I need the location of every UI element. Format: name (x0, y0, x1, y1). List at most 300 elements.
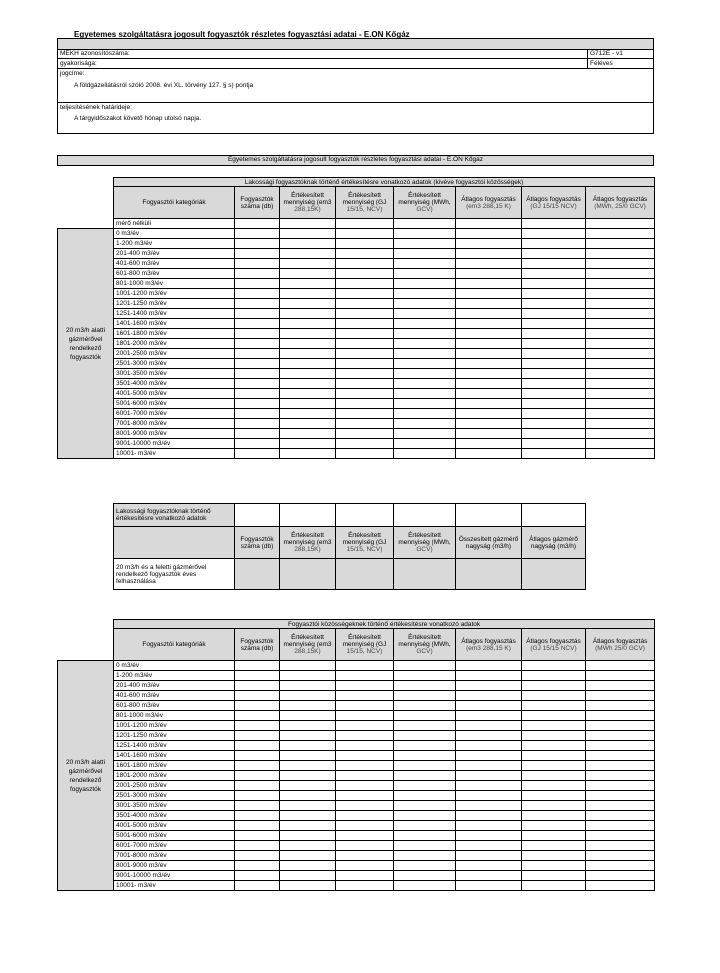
data-cell[interactable] (280, 741, 336, 751)
data-cell[interactable] (522, 379, 586, 389)
data-cell[interactable] (586, 399, 655, 409)
data-cell[interactable] (235, 771, 280, 781)
data-cell[interactable] (456, 449, 522, 459)
data-cell[interactable] (456, 309, 522, 319)
data-cell[interactable] (456, 319, 522, 329)
data-cell[interactable] (456, 399, 522, 409)
data-cell[interactable] (235, 379, 280, 389)
data-cell[interactable] (336, 419, 394, 429)
data-cell[interactable] (586, 369, 655, 379)
data-cell[interactable] (336, 439, 394, 449)
data-cell[interactable] (336, 841, 394, 851)
data-cell[interactable] (522, 801, 586, 811)
data-cell[interactable] (586, 661, 655, 671)
data-cell[interactable] (522, 369, 586, 379)
data-cell[interactable] (394, 269, 456, 279)
data-cell[interactable] (394, 439, 456, 449)
data-cell[interactable] (522, 309, 586, 319)
data-cell[interactable] (394, 249, 456, 259)
data-cell[interactable] (336, 399, 394, 409)
data-cell[interactable] (394, 349, 456, 359)
data-cell[interactable] (336, 691, 394, 701)
data-cell[interactable] (394, 389, 456, 399)
data-cell[interactable] (586, 259, 655, 269)
data-cell[interactable] (394, 771, 456, 781)
data-cell[interactable] (235, 761, 280, 771)
data-cell[interactable] (456, 861, 522, 871)
data-cell[interactable] (280, 229, 336, 239)
data-cell[interactable] (456, 379, 522, 389)
data-cell[interactable] (280, 299, 336, 309)
data-cell[interactable] (280, 329, 336, 339)
data-cell[interactable] (235, 731, 280, 741)
data-cell[interactable] (280, 419, 336, 429)
data-cell[interactable] (394, 329, 456, 339)
data-cell[interactable] (280, 249, 336, 259)
data-cell[interactable] (456, 881, 522, 891)
data-cell[interactable] (456, 681, 522, 691)
data-cell[interactable] (235, 449, 280, 459)
data-cell[interactable] (235, 439, 280, 449)
data-cell[interactable] (394, 851, 456, 861)
data-cell[interactable] (586, 379, 655, 389)
data-cell[interactable] (522, 671, 586, 681)
data-cell[interactable] (456, 409, 522, 419)
data-cell[interactable] (336, 319, 394, 329)
data-cell[interactable] (336, 851, 394, 861)
data-cell[interactable] (280, 811, 336, 821)
data-cell[interactable] (235, 309, 280, 319)
data-cell[interactable] (394, 711, 456, 721)
data-cell[interactable] (586, 791, 655, 801)
data-cell[interactable] (394, 369, 456, 379)
data-cell[interactable] (394, 299, 456, 309)
data-cell[interactable] (235, 239, 280, 249)
data-cell[interactable] (336, 711, 394, 721)
data-cell[interactable] (522, 389, 586, 399)
data-cell[interactable] (586, 349, 655, 359)
data-cell[interactable] (336, 449, 394, 459)
data-cell[interactable] (522, 279, 586, 289)
data-cell[interactable] (456, 721, 522, 731)
data-cell[interactable] (280, 279, 336, 289)
data-cell[interactable] (280, 691, 336, 701)
data-cell[interactable] (586, 409, 655, 419)
data-cell[interactable] (280, 761, 336, 771)
data-cell[interactable] (280, 681, 336, 691)
data-cell[interactable] (336, 731, 394, 741)
data-cell[interactable] (522, 349, 586, 359)
data-cell[interactable] (235, 861, 280, 871)
data-cell[interactable] (456, 691, 522, 701)
data-cell[interactable] (456, 831, 522, 841)
data-cell[interactable] (522, 429, 586, 439)
data-cell[interactable] (456, 329, 522, 339)
data-cell[interactable] (280, 731, 336, 741)
data-cell[interactable] (456, 711, 522, 721)
data-cell[interactable] (235, 851, 280, 861)
data-cell[interactable] (456, 359, 522, 369)
data-cell[interactable] (586, 761, 655, 771)
data-cell[interactable] (394, 309, 456, 319)
data-cell[interactable] (522, 711, 586, 721)
data-cell[interactable] (394, 871, 456, 881)
data-cell[interactable] (586, 831, 655, 841)
data-cell[interactable] (394, 751, 456, 761)
data-cell[interactable] (394, 399, 456, 409)
data-cell[interactable] (522, 741, 586, 751)
data-cell[interactable] (235, 821, 280, 831)
data-cell[interactable] (586, 359, 655, 369)
data-cell[interactable] (280, 349, 336, 359)
data-cell[interactable] (586, 429, 655, 439)
data-cell[interactable] (394, 429, 456, 439)
data-cell[interactable] (280, 309, 336, 319)
data-cell[interactable] (586, 269, 655, 279)
data-cell[interactable] (336, 741, 394, 751)
data-cell[interactable] (235, 831, 280, 841)
data-cell[interactable] (235, 259, 280, 269)
data-cell[interactable] (586, 279, 655, 289)
data-cell[interactable] (586, 681, 655, 691)
data-cell[interactable] (280, 771, 336, 781)
data-cell[interactable] (280, 711, 336, 721)
data-cell[interactable] (280, 851, 336, 861)
data-cell[interactable] (394, 821, 456, 831)
data-cell[interactable] (235, 299, 280, 309)
data-cell[interactable] (235, 279, 280, 289)
data-cell[interactable] (280, 289, 336, 299)
data-cell[interactable] (522, 781, 586, 791)
data-cell[interactable] (394, 449, 456, 459)
data-cell[interactable] (394, 811, 456, 821)
data-cell[interactable] (280, 319, 336, 329)
data-cell[interactable] (394, 259, 456, 269)
data-cell[interactable] (522, 269, 586, 279)
data-cell[interactable] (394, 339, 456, 349)
data-cell[interactable] (522, 409, 586, 419)
data-cell[interactable] (456, 871, 522, 881)
data-cell[interactable] (456, 671, 522, 681)
data-cell[interactable] (586, 701, 655, 711)
data-cell[interactable] (235, 781, 280, 791)
data-cell[interactable] (586, 771, 655, 781)
data-cell[interactable] (235, 229, 280, 239)
data-cell[interactable] (522, 881, 586, 891)
data-cell[interactable] (522, 239, 586, 249)
data-cell[interactable] (522, 851, 586, 861)
data-cell[interactable] (336, 329, 394, 339)
data-cell[interactable] (336, 661, 394, 671)
data-cell[interactable] (280, 781, 336, 791)
data-cell[interactable] (522, 761, 586, 771)
data-cell[interactable] (336, 761, 394, 771)
data-cell[interactable] (280, 751, 336, 761)
data-cell[interactable] (394, 681, 456, 691)
data-cell[interactable] (280, 369, 336, 379)
data-cell[interactable] (235, 249, 280, 259)
data-cell[interactable] (235, 871, 280, 881)
data-cell[interactable] (336, 289, 394, 299)
data-cell[interactable] (456, 429, 522, 439)
data-cell[interactable] (456, 439, 522, 449)
data-cell[interactable] (280, 701, 336, 711)
data-cell[interactable] (586, 299, 655, 309)
data-cell[interactable] (394, 409, 456, 419)
data-cell[interactable] (280, 881, 336, 891)
data-cell[interactable] (522, 299, 586, 309)
data-cell[interactable] (522, 419, 586, 429)
data-cell[interactable] (336, 239, 394, 249)
data-cell[interactable] (336, 861, 394, 871)
data-cell[interactable] (522, 791, 586, 801)
data-cell[interactable] (522, 811, 586, 821)
data-cell[interactable] (456, 821, 522, 831)
data-cell[interactable] (456, 239, 522, 249)
data-cell[interactable] (586, 389, 655, 399)
data-cell[interactable] (280, 409, 336, 419)
data-cell[interactable] (456, 279, 522, 289)
data-cell[interactable] (235, 269, 280, 279)
data-cell[interactable] (456, 791, 522, 801)
data-cell[interactable] (586, 319, 655, 329)
data-cell[interactable] (586, 419, 655, 429)
data-cell[interactable] (522, 399, 586, 409)
data-cell[interactable] (394, 319, 456, 329)
data-cell[interactable] (280, 439, 336, 449)
data-cell[interactable] (456, 731, 522, 741)
data-cell[interactable] (586, 339, 655, 349)
data-cell[interactable] (394, 671, 456, 681)
data-cell[interactable] (280, 269, 336, 279)
data-cell[interactable] (235, 841, 280, 851)
data-cell[interactable] (336, 309, 394, 319)
data-cell[interactable] (586, 811, 655, 821)
data-cell[interactable] (235, 701, 280, 711)
data-cell[interactable] (586, 711, 655, 721)
data-cell[interactable] (394, 419, 456, 429)
data-cell[interactable] (456, 841, 522, 851)
data-cell[interactable] (394, 279, 456, 289)
data-cell[interactable] (336, 801, 394, 811)
data-cell[interactable] (522, 229, 586, 239)
data-cell[interactable] (235, 801, 280, 811)
data-cell[interactable] (522, 661, 586, 671)
data-cell[interactable] (456, 761, 522, 771)
data-cell[interactable] (235, 289, 280, 299)
data-cell[interactable] (336, 791, 394, 801)
data-cell[interactable] (522, 721, 586, 731)
data-cell[interactable] (394, 289, 456, 299)
data-cell[interactable] (280, 791, 336, 801)
data-cell[interactable] (586, 841, 655, 851)
data-cell[interactable] (586, 861, 655, 871)
data-cell[interactable] (586, 289, 655, 299)
data-cell[interactable] (522, 249, 586, 259)
data-cell[interactable] (522, 701, 586, 711)
data-cell[interactable] (522, 439, 586, 449)
data-cell[interactable] (456, 851, 522, 861)
data-cell[interactable] (235, 881, 280, 891)
data-cell[interactable] (394, 661, 456, 671)
data-cell[interactable] (235, 791, 280, 801)
data-cell[interactable] (394, 861, 456, 871)
data-cell[interactable] (394, 841, 456, 851)
data-cell[interactable] (336, 359, 394, 369)
data-cell[interactable] (522, 339, 586, 349)
data-cell[interactable] (336, 781, 394, 791)
data-cell[interactable] (394, 691, 456, 701)
data-cell[interactable] (336, 259, 394, 269)
data-cell[interactable] (394, 701, 456, 711)
data-cell[interactable] (235, 349, 280, 359)
data-cell[interactable] (586, 731, 655, 741)
data-cell[interactable] (456, 289, 522, 299)
data-cell[interactable] (522, 449, 586, 459)
data-cell[interactable] (235, 711, 280, 721)
data-cell[interactable] (280, 389, 336, 399)
data-cell[interactable] (522, 289, 586, 299)
data-cell[interactable] (586, 691, 655, 701)
data-cell[interactable] (394, 881, 456, 891)
data-cell[interactable] (394, 831, 456, 841)
data-cell[interactable] (280, 871, 336, 881)
data-cell[interactable] (586, 229, 655, 239)
data-cell[interactable] (522, 329, 586, 339)
data-cell[interactable] (336, 389, 394, 399)
data-cell[interactable] (394, 239, 456, 249)
data-cell[interactable] (235, 339, 280, 349)
data-cell[interactable] (235, 751, 280, 761)
data-cell[interactable] (336, 409, 394, 419)
data-cell[interactable] (280, 379, 336, 389)
data-cell[interactable] (235, 671, 280, 681)
data-cell[interactable] (280, 359, 336, 369)
data-cell[interactable] (280, 259, 336, 269)
data-cell[interactable] (456, 781, 522, 791)
data-cell[interactable] (522, 681, 586, 691)
data-cell[interactable] (336, 881, 394, 891)
data-cell[interactable] (586, 741, 655, 751)
data-cell[interactable] (280, 821, 336, 831)
data-cell[interactable] (235, 319, 280, 329)
data-cell[interactable] (280, 671, 336, 681)
data-cell[interactable] (394, 731, 456, 741)
data-cell[interactable] (394, 791, 456, 801)
data-cell[interactable] (235, 811, 280, 821)
data-cell[interactable] (336, 249, 394, 259)
data-cell[interactable] (456, 339, 522, 349)
data-cell[interactable] (522, 861, 586, 871)
data-cell[interactable] (456, 751, 522, 761)
data-cell[interactable] (522, 831, 586, 841)
data-cell[interactable] (336, 369, 394, 379)
data-cell[interactable] (456, 229, 522, 239)
data-cell[interactable] (394, 721, 456, 731)
data-cell[interactable] (586, 449, 655, 459)
data-cell[interactable] (336, 771, 394, 781)
data-cell[interactable] (336, 701, 394, 711)
data-cell[interactable] (456, 701, 522, 711)
data-cell[interactable] (522, 359, 586, 369)
data-cell[interactable] (394, 801, 456, 811)
data-cell[interactable] (280, 239, 336, 249)
data-cell[interactable] (235, 681, 280, 691)
data-cell[interactable] (280, 339, 336, 349)
data-cell[interactable] (394, 761, 456, 771)
data-cell[interactable] (336, 681, 394, 691)
data-cell[interactable] (336, 721, 394, 731)
data-cell[interactable] (235, 419, 280, 429)
data-cell[interactable] (280, 831, 336, 841)
data-cell[interactable] (586, 871, 655, 881)
data-cell[interactable] (394, 741, 456, 751)
data-cell[interactable] (456, 249, 522, 259)
data-cell[interactable] (336, 429, 394, 439)
data-cell[interactable] (336, 379, 394, 389)
data-cell[interactable] (586, 309, 655, 319)
data-cell[interactable] (336, 871, 394, 881)
data-cell[interactable] (456, 369, 522, 379)
data-cell[interactable] (280, 801, 336, 811)
data-cell[interactable] (456, 389, 522, 399)
data-cell[interactable] (456, 811, 522, 821)
data-cell[interactable] (456, 349, 522, 359)
data-cell[interactable] (586, 751, 655, 761)
data-cell[interactable] (336, 811, 394, 821)
data-cell[interactable] (522, 771, 586, 781)
data-cell[interactable] (336, 299, 394, 309)
data-cell[interactable] (394, 781, 456, 791)
data-cell[interactable] (235, 399, 280, 409)
data-cell[interactable] (336, 751, 394, 761)
data-cell[interactable] (456, 259, 522, 269)
data-cell[interactable] (394, 229, 456, 239)
data-cell[interactable] (522, 751, 586, 761)
data-cell[interactable] (522, 319, 586, 329)
data-cell[interactable] (456, 741, 522, 751)
data-cell[interactable] (280, 841, 336, 851)
data-cell[interactable] (522, 259, 586, 269)
data-cell[interactable] (586, 781, 655, 791)
data-cell[interactable] (456, 661, 522, 671)
data-cell[interactable] (456, 299, 522, 309)
data-cell[interactable] (586, 851, 655, 861)
data-cell[interactable] (336, 349, 394, 359)
data-cell[interactable] (522, 841, 586, 851)
data-cell[interactable] (235, 359, 280, 369)
data-cell[interactable] (586, 239, 655, 249)
data-cell[interactable] (336, 821, 394, 831)
data-cell[interactable] (280, 721, 336, 731)
data-cell[interactable] (235, 329, 280, 339)
data-cell[interactable] (280, 449, 336, 459)
data-cell[interactable] (456, 269, 522, 279)
data-cell[interactable] (235, 691, 280, 701)
data-cell[interactable] (522, 731, 586, 741)
data-cell[interactable] (336, 671, 394, 681)
data-cell[interactable] (586, 439, 655, 449)
data-cell[interactable] (280, 861, 336, 871)
data-cell[interactable] (336, 269, 394, 279)
data-cell[interactable] (586, 881, 655, 891)
data-cell[interactable] (586, 329, 655, 339)
data-cell[interactable] (235, 429, 280, 439)
data-cell[interactable] (336, 229, 394, 239)
data-cell[interactable] (394, 359, 456, 369)
data-cell[interactable] (586, 821, 655, 831)
data-cell[interactable] (456, 801, 522, 811)
